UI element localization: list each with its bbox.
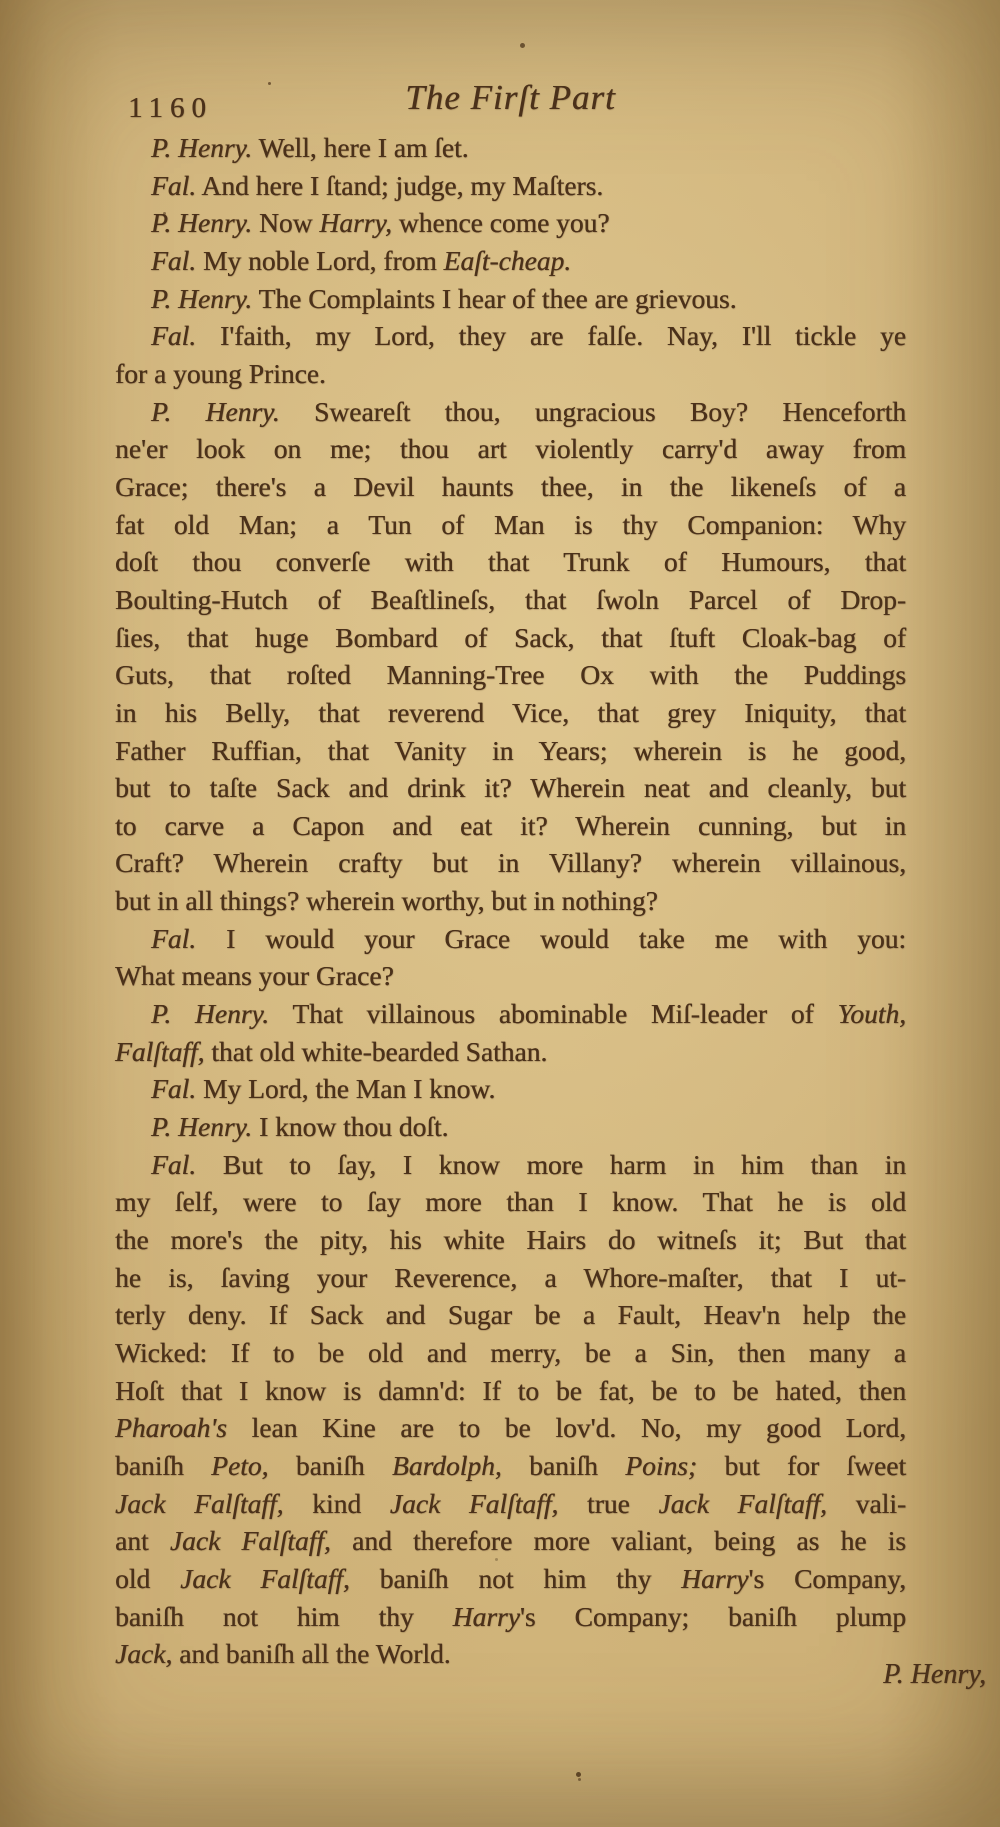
italic-text: Falſtaff,: [115, 1035, 205, 1067]
roman-text: baniſh: [115, 1449, 212, 1481]
roman-text: And here I ſtand; judge, my Maſters.: [196, 169, 604, 201]
italic-text: P. Henry.: [151, 395, 280, 427]
roman-text: I would your Grace would take me with you:: [196, 922, 906, 954]
italic-text: Bardolph,: [391, 1449, 502, 1481]
text-line: [115, 844, 906, 882]
text-line: [115, 769, 906, 807]
text-line: [115, 167, 906, 205]
roman-text: My Lord, the Man I know.: [196, 1073, 496, 1105]
roman-text: and therefore more valiant, being as he is: [330, 1525, 906, 1557]
text-line: [115, 1334, 906, 1372]
italic-text: Harry: [681, 1562, 749, 1594]
roman-text: baniſh: [268, 1449, 392, 1481]
roman-text: he is, ſaving your Reverence, a Whore-maſter, that I ut-: [115, 1261, 906, 1293]
roman-text: the more's the pity, his white Hairs do witneſs it; But that: [115, 1224, 906, 1256]
roman-text: to carve a Capon and eat it? Wherein cunning, but in: [115, 809, 906, 841]
roman-text: Well, here I am ſet.: [252, 132, 469, 163]
text-line: [115, 1259, 906, 1297]
roman-text: true: [558, 1487, 659, 1519]
italic-text: Jack Falſtaff,: [180, 1562, 350, 1594]
roman-text: doſt thou converſe with that Trunk of Humours, that: [115, 546, 906, 578]
text-line: [115, 204, 906, 242]
roman-text: Boulting-Hutch of Beaſtlineſs, that ſwoln Parcel of Drop-: [115, 583, 906, 615]
roman-text: but in all things? wherein worthy, but in nothing?: [115, 885, 658, 917]
italic-text: Fal.: [151, 169, 197, 201]
roman-text: My noble Lord, from: [196, 244, 444, 276]
roman-text: that old white-bearded Sathan.: [204, 1035, 548, 1067]
roman-text: kind: [283, 1487, 390, 1519]
text-line: [115, 1221, 906, 1259]
text-line: [115, 1598, 906, 1636]
roman-text: for a young Prince.: [115, 357, 326, 389]
text-line: [115, 543, 906, 581]
italic-text: P. Henry.: [151, 207, 253, 239]
roman-text: Grace; there's a Devil haunts thee, in the likeneſs of a: [115, 470, 906, 502]
roman-text: 's Company; baniſh plump: [519, 1600, 906, 1632]
roman-text: I'faith, my Lord, they are falſe. Nay, I'll tickle ye: [196, 320, 906, 352]
text-line: [115, 1183, 906, 1221]
roman-text: but to taſte Sack and drink it? Wherein neat and cleanly, but: [115, 772, 906, 804]
text-line: [115, 468, 906, 506]
text-line: [115, 506, 906, 544]
roman-text: fat old Man; a Tun of Man is thy Companion: Why: [115, 508, 906, 540]
italic-text: Fal.: [151, 320, 197, 352]
roman-text: in his Belly, that reverend Vice, that grey Iniquity, that: [115, 696, 906, 728]
roman-text: Craft? Wherein crafty but in Villany? wherein villainous,: [115, 847, 906, 879]
italic-text: Fal.: [151, 1073, 197, 1105]
roman-text: I know thou doſt.: [252, 1111, 449, 1143]
italic-text: Harry: [452, 1600, 520, 1632]
italic-text: Fal.: [151, 922, 197, 954]
text-line: [115, 882, 906, 920]
roman-text: baniſh not him thy: [349, 1562, 682, 1594]
roman-text: baniſh not him thy: [115, 1600, 453, 1632]
italic-text: Poins;: [625, 1449, 698, 1481]
roman-text: That villainous abominable Miſ-leader of: [269, 998, 838, 1030]
text-line: [115, 1447, 906, 1485]
text-line: [115, 317, 906, 355]
roman-text: ſies, that huge Bombard of Sack, that ſtuft Cloak-bag of: [115, 621, 906, 653]
text-line: [115, 1372, 906, 1410]
italic-text: Peto,: [211, 1449, 269, 1481]
roman-text: whence come you?: [391, 207, 610, 239]
text-line: [115, 1033, 906, 1071]
italic-text: Eaſt-cheap.: [443, 244, 572, 276]
italic-text: P. Henry.: [151, 998, 270, 1030]
text-line: [115, 1296, 906, 1334]
italic-text: Jack,: [115, 1638, 173, 1670]
text-line: [115, 393, 906, 431]
italic-text: Jack Falſtaff,: [389, 1487, 559, 1519]
text-line: [115, 581, 906, 619]
roman-text: baniſh: [501, 1449, 626, 1481]
roman-text: Guts, that roſted Manning-Tree Ox with the Puddings: [115, 659, 906, 691]
text-block: [115, 129, 906, 1673]
roman-text: But to ſay, I know more harm in him than in: [196, 1148, 906, 1180]
text-line: [115, 694, 906, 732]
italic-text: Harry,: [319, 207, 392, 239]
italic-text: Jack Falſtaff,: [658, 1487, 827, 1519]
text-line: [115, 242, 906, 280]
text-line: [115, 732, 906, 770]
roman-text: lean Kine are to be lov'd. No, my good Lord,: [226, 1412, 906, 1444]
italic-text: Pharoah's: [115, 1412, 227, 1444]
text-line: [115, 1560, 906, 1598]
text-line: [115, 430, 906, 468]
italic-text: P. Henry.: [151, 1111, 253, 1143]
page-number: 1160: [128, 92, 213, 124]
italic-text: Youth,: [837, 998, 906, 1030]
text-line: [115, 280, 906, 318]
roman-text: but for ſweet: [697, 1449, 906, 1481]
text-line: [115, 1108, 906, 1146]
running-title: The Firſt Part: [405, 78, 616, 117]
text-line: [115, 355, 906, 393]
roman-text: vali-: [826, 1487, 907, 1519]
italic-text: P. Henry.: [151, 132, 253, 163]
roman-text: and baniſh all the World.: [172, 1638, 451, 1670]
italic-text: Fal.: [151, 1148, 197, 1180]
ink-specks: [0, 0, 3, 3]
roman-text: The Complaints I hear of thee are grievous.: [252, 282, 737, 314]
catchword: P. Henry,: [883, 1659, 986, 1690]
roman-text: terly deny. If Sack and Sugar be a Fault, Heav'n help the: [115, 1299, 906, 1331]
italic-text: Jack Falſtaff,: [169, 1525, 331, 1557]
roman-text: my ſelf, were to ſay more than I know. That he is old: [115, 1186, 906, 1218]
text-line: [115, 920, 906, 958]
roman-text: Hoſt that I know is damn'd: If to be fat, be to be hated, then: [115, 1374, 906, 1406]
text-line: [115, 1635, 906, 1673]
text-line: [115, 1522, 906, 1560]
roman-text: Father Ruffian, that Vanity in Years; wherein is he good,: [115, 734, 906, 766]
text-line: [115, 995, 906, 1033]
roman-text: old: [115, 1562, 181, 1594]
italic-text: P. Henry.: [151, 282, 253, 314]
roman-text: Sweareſt thou, ungracious Boy? Henceforth: [279, 395, 906, 427]
italic-text: Jack Falſtaff,: [115, 1487, 284, 1519]
text-line: [115, 957, 906, 995]
roman-text: ant: [115, 1525, 170, 1557]
text-line: [115, 656, 906, 694]
text-line: [115, 1070, 906, 1108]
italic-text: Fal.: [151, 244, 197, 276]
text-line: [115, 619, 906, 657]
roman-text: 's Company,: [748, 1562, 906, 1594]
roman-text: What means your Grace?: [115, 960, 394, 992]
roman-text: ne'er look on me; thou art violently carry'd away from: [115, 433, 906, 465]
text-line: [115, 129, 906, 167]
roman-text: Now: [252, 207, 320, 239]
text-line: [115, 1409, 906, 1447]
text-line: [115, 807, 906, 845]
roman-text: Wicked: If to be old and merry, be a Sin, then many a: [115, 1337, 906, 1368]
text-line: [115, 1146, 906, 1184]
text-line: [115, 1485, 906, 1523]
